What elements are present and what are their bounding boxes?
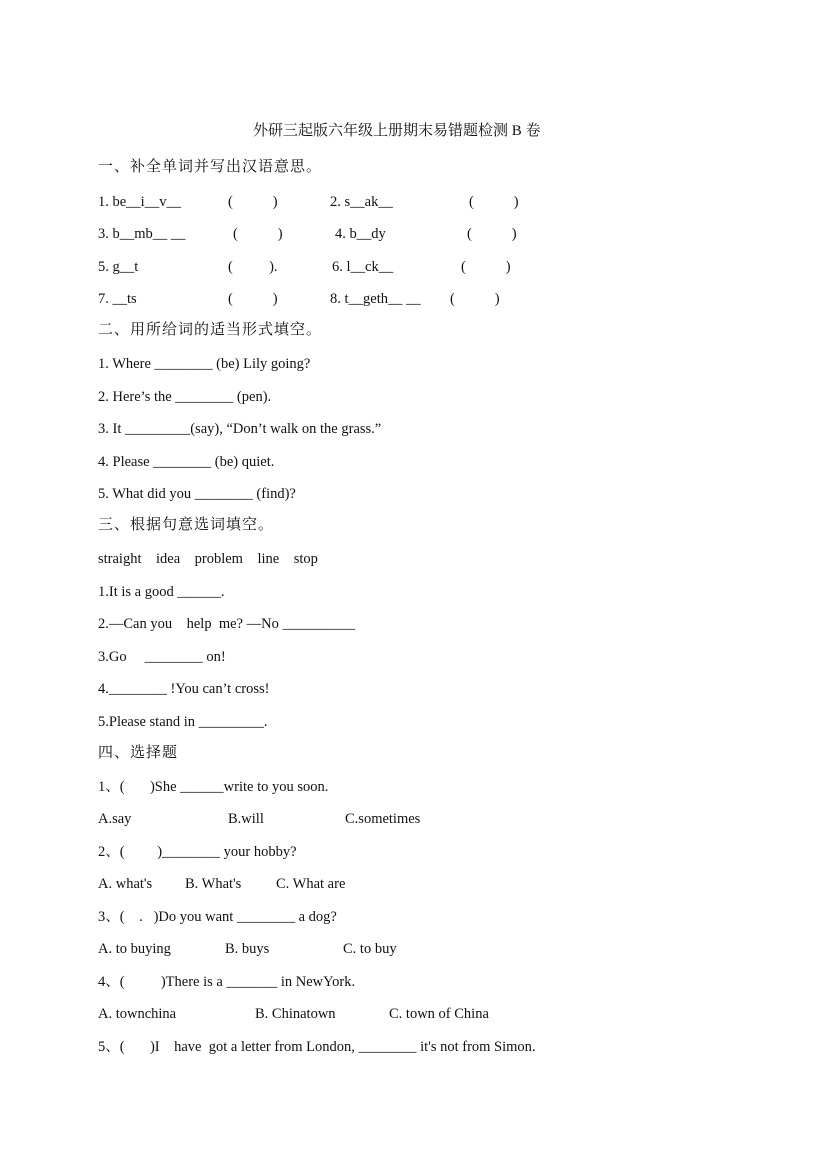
- s1-item-7: 7. __ts: [98, 291, 137, 307]
- q5-stem: 5、( )I have got a letter from London, ________ it's not from Simon.: [98, 1039, 536, 1055]
- q2-option-a: A. what's: [98, 876, 153, 892]
- q3-stem: 3、( . )Do you want ________ a dog?: [98, 909, 337, 925]
- s1-item-6-paren: ( ): [461, 259, 511, 275]
- q1-option-a: A.say: [98, 811, 132, 827]
- s3-item-4: 4.________ !You can’t cross!: [98, 681, 270, 697]
- q2-option-b: B. What's: [185, 876, 242, 892]
- s1-item-5: 5. g__t: [98, 259, 139, 275]
- s2-item-2: 2. Here’s the ________ (pen).: [98, 389, 272, 405]
- q1-option-c: C.sometimes: [345, 811, 421, 827]
- page-title: 外研三起版六年级上册期末易错题检测 B 卷: [253, 123, 541, 139]
- s1-item-6: 6. l__ck__: [332, 259, 394, 275]
- word-bank: straight idea problem line stop: [98, 551, 318, 567]
- q2-option-c: C. What are: [276, 876, 346, 892]
- s3-item-1: 1.It is a good ______.: [98, 584, 225, 600]
- s3-item-2: 2.—Can you help me? —No __________: [98, 616, 355, 632]
- q1-stem: 1、( )She ______write to you soon.: [98, 779, 329, 795]
- s1-item-3: 3. b__mb__ __: [98, 226, 186, 242]
- q2-stem: 2、( )________ your hobby?: [98, 844, 297, 860]
- section-3-heading: 三、根据句意选词填空。: [98, 515, 275, 533]
- s1-item-2-paren: ( ): [469, 194, 519, 210]
- q1-option-b: B.will: [228, 811, 264, 827]
- q3-option-a: A. to buying: [98, 941, 171, 957]
- s1-item-1: 1. be__i__v__: [98, 194, 181, 210]
- q4-option-a: A. townchina: [98, 1006, 177, 1022]
- s1-item-3-paren: ( ): [233, 226, 283, 242]
- s2-item-5: 5. What did you ________ (find)?: [98, 486, 296, 502]
- s2-item-3: 3. It _________(say), “Don’t walk on the grass.”: [98, 421, 382, 437]
- s1-item-8: 8. t__geth__ __: [330, 291, 421, 307]
- s1-item-7-paren: ( ): [228, 291, 278, 307]
- s1-item-2: 2. s__ak__: [330, 194, 393, 210]
- s1-item-4: 4. b__dy: [335, 226, 386, 242]
- q4-option-b: B. Chinatown: [255, 1006, 336, 1022]
- q4-stem: 4、( )There is a _______ in NewYork.: [98, 974, 356, 990]
- s3-item-3: 3.Go ________ on!: [98, 649, 226, 665]
- q3-option-c: C. to buy: [343, 941, 397, 957]
- section-4-heading: 四、选择题: [98, 743, 179, 761]
- q3-option-b: B. buys: [225, 941, 270, 957]
- s1-item-8-paren: ( ): [450, 291, 500, 307]
- section-2-heading: 二、用所给词的适当形式填空。: [98, 320, 323, 338]
- s2-item-4: 4. Please ________ (be) quiet.: [98, 454, 275, 470]
- q4-option-c: C. town of China: [389, 1006, 489, 1022]
- s1-item-4-paren: ( ): [467, 226, 517, 242]
- s1-item-1-paren: ( ): [228, 194, 278, 210]
- section-1-heading: 一、补全单词并写出汉语意思。: [98, 157, 323, 175]
- s2-item-1: 1. Where ________ (be) Lily going?: [98, 356, 311, 372]
- s1-item-5-paren: ( ).: [228, 259, 278, 275]
- s3-item-5: 5.Please stand in _________.: [98, 714, 268, 730]
